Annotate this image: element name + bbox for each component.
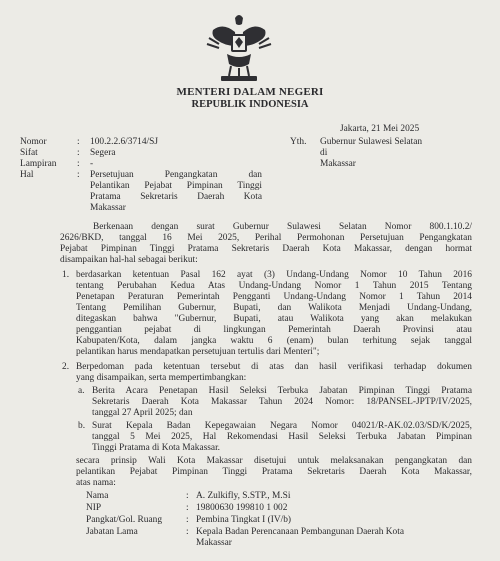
paragraph-line: berdasarkan ketentuan Pasal 162 ayat (3) Undang-Undang Nomor 10 Tahun 2016 [76,270,472,280]
meta-value-nomor: 100.2.2.6/3714/SJ [90,137,158,147]
meta-value-sifat: Segera [90,148,116,158]
paragraph-line: Berkenaan dengan surat Gubernur Sulawesi Selatan Nomor 800.1.10.2/ [93,222,472,232]
person-value-nama: A. Zulkifly, S.STP., M.Si [196,491,291,501]
paragraph-line: 2626/BKD, tanggal 16 Mei 2025, Perihal Permohonan Persetujuan Pengangkatan [60,233,472,243]
letter-page: MENTERI DALAM NEGERI REPUBLIK INDONESIA Jakarta, 21 Mei 2025 Nomor : 100.2.2.6/3714/SJ Sifat : Segera Lampiran : - Hal : Persetujuan Pengangkatan dan Pelantikan Pejabat Pimpinan Tinggi Pratama Sekretaris Daerah Kota Makassar Yth. Gubernur Sulawesi Selatan di Makassar Berkenaan dengan surat Gubernur Sulawesi Selatan Nomor 800.1.10.2/ 2626/BKD, tanggal 16 Mei 2025, Perihal Permohonan Persetujuan Pengangkatan Pejabat Pimpinan Tinggi Pratama Sekretaris Daerah Kota Makassar, dengan hormat disampaikan hal-hal sebagai berikut: 1. berdasarkan ketentuan Pasal 162 ayat (3) Undang-Undang Nomor 10 Tahun 2016 tentang Perubahan Kedua Atas Undang-Undang Nomor 1 Tahun 2015 Tentang Penetapan Peraturan Pemerintah Pengganti Undang-Undang Nomor 1 Tahun 2014 Tentang Pemilihan Gubernur, Bupati, dan Walikota Menjadi Undang-Undang, ditegaskan bahwa "Gubernur, Bupati, atau Walikota yang akan melakukan penggantian pejabat di lingkungan Pemerintah Daerah Provinsi atau Kabupaten/Kota, dalam jangka waktu 6 (enam) bulan terhitung sejak tanggal pelantikan harus mendapatkan persetujuan tertulis dari Menteri"; 2. Berpedoman pada ketentuan tersebut di atas dan hasil verifikasi terhadap dokumen yang disampaikan, serta mempertimbangkan: a. Berita Acara Penetapan Hasil Seleksi Terbuka Jabatan Pimpinan Tinggi Pratama Sekretaris Daerah Kota Makassar Tahun 2024 Nomor: 18/PANSEL-JPTP/IV/2025, tanggal 27 April 2025; dan b. Surat Kepala Badan Kepegawaian Negara Nomor 04021/R-AK.02.03/SD/K/2025, tanggal 5 Mei 2025, Hal Rekomendasi Hasil Seleksi Terbuka Jabatan Pimpinan Tinggi Pratama di Kota Makassar. secara prinsip Wali Kota Makassar disetujui untuk melaksanakan pengangkatan dan pelantikan Pejabat Pimpinan Tinggi Pratama Sekretaris Daerah Kota Makassar, atas nama: Nama : A. Zulkifly, S.STP., M.Si NIP : 19800630 199810 1 002 Pangkat/Gol. Ruang : Pembina Tingkat I (IV/b) Jabatan Lama : Kepala Badan Perencanaan Pembangunan Daerah Kota Makassar [0,0,500,561]
paragraph-line: pelantikan Pejabat Pimpinan Tinggi Pratama Sekretaris Daerah Kota Makassar, [76,467,472,477]
meta-label-sifat: Sifat [20,148,38,158]
person-label-nama: Nama [86,491,109,501]
paragraph-line: penggantian pejabat di lingkungan Pemerintah Daerah Provinsi atau [76,325,472,335]
recipient-line: Makassar [320,159,356,169]
paragraph-line: pelantikan harus mendapatkan persetujuan tertulis dari Menteri"; [76,347,320,357]
subject-line: Persetujuan Pengangkatan dan [90,170,262,180]
paragraph-line: Pejabat Pimpinan Tinggi Pratama Sekretaris Daerah Kota Makassar, dengan hormat [60,244,472,254]
paragraph-line: atas nama: [76,478,116,488]
person-label-nip: NIP [86,503,102,513]
paragraph-line: Berita Acara Penetapan Hasil Seleksi Terbuka Jabatan Pimpinan Tinggi Pratama [92,386,472,396]
paragraph-line: tanggal 27 April 2025; dan [92,408,193,418]
paragraph-line: yang disampaikan, serta mempertimbangkan: [76,373,247,383]
person-label-pangkat: Pangkat/Gol. Ruang [86,515,163,525]
subject-line: Makassar [90,203,126,213]
point-number: 2. [62,362,70,372]
meta-value-lampiran: - [90,159,94,169]
point-1-text [76,270,472,358]
paragraph-line: Sekretaris Daerah Kota Makassar Tahun 2024 Nomor: 18/PANSEL-JPTP/IV/2025, [92,397,472,407]
intro-paragraph [60,222,472,266]
paragraph-line: secara prinsip Wali Kota Makassar disetujui untuk melaksanakan pengangkatan dan [76,456,472,466]
person-value-nip: 19800630 199810 1 002 [196,503,288,513]
person-label-jabatan: Jabatan Lama [86,527,138,537]
garuda-emblem-icon [205,12,273,84]
subject-line: Pratama Sekretaris Daerah Kota [90,192,262,202]
letter-date: Jakarta, 21 Mei 2025 [340,124,420,134]
paragraph-line: tentang Perubahan Kedua Atas Undang-Undang Nomor 1 Tahun 2015 Tentang [76,281,472,291]
recipient-line: Gubernur Sulawesi Selatan [320,137,423,147]
point-2-conclusion [76,456,472,489]
paragraph-line: disampaikan hal-hal sebagai berikut: [60,255,198,265]
paragraph-line: Penetapan Peraturan Pemerintah Pengganti Undang-Undang Nomor 1 Tahun 2014 [76,292,472,302]
recipient-line: di [320,148,328,158]
paragraph-line: Tentang Pemilihan Gubernur, Bupati, dan Walikota Menjadi Undang-Undang, [76,303,472,313]
meta-label-hal: Hal [20,170,34,180]
meta-label-nomor: Nomor [20,137,47,147]
person-value-pangkat: Pembina Tingkat I (IV/b) [196,515,292,525]
person-value-jabatan: Kepala Badan Perencanaan Pembangunan Daerah Kota [196,527,404,537]
paragraph-line: ditegaskan bahwa "Gubernur, Bupati, atau Walikota yang akan melakukan [76,314,472,324]
letterhead-title: MENTERI DALAM NEGERI [176,86,324,98]
subject-line: Pelantikan Pejabat Pimpinan Tinggi [90,181,262,191]
subpoint-b-text [92,421,472,454]
paragraph-line: Kabupaten/Kota, dalam jangka waktu 6 (enam) bulan terhitung sejak tanggal [76,336,472,346]
person-value-jabatan-cont: Makassar [196,538,232,548]
recipient-yth: Yth. [290,137,307,147]
subject-block [90,170,262,214]
paragraph-line: Berpedoman pada ketentuan tersebut di atas dan hasil verifikasi terhadap dokumen [76,362,472,372]
point-2-text [76,362,472,384]
paragraph-line: Surat Kepala Badan Kepegawaian Negara Nomor 04021/R-AK.02.03/SD/K/2025, [92,421,472,431]
point-number: 1. [62,270,70,280]
subpoint-a-text [92,386,472,419]
subpoint-number: b. [78,421,86,431]
meta-label-lampiran: Lampiran [20,159,57,169]
subpoint-number: a. [78,386,85,396]
letterhead-subtitle: REPUBLIK INDONESIA [191,99,309,110]
paragraph-line: Tinggi Pratama di Kota Makassar. [92,443,221,453]
paragraph-line: tanggal 5 Mei 2025, Hal Rekomendasi Hasil Seleksi Terbuka Jabatan Pimpinan [92,432,472,442]
